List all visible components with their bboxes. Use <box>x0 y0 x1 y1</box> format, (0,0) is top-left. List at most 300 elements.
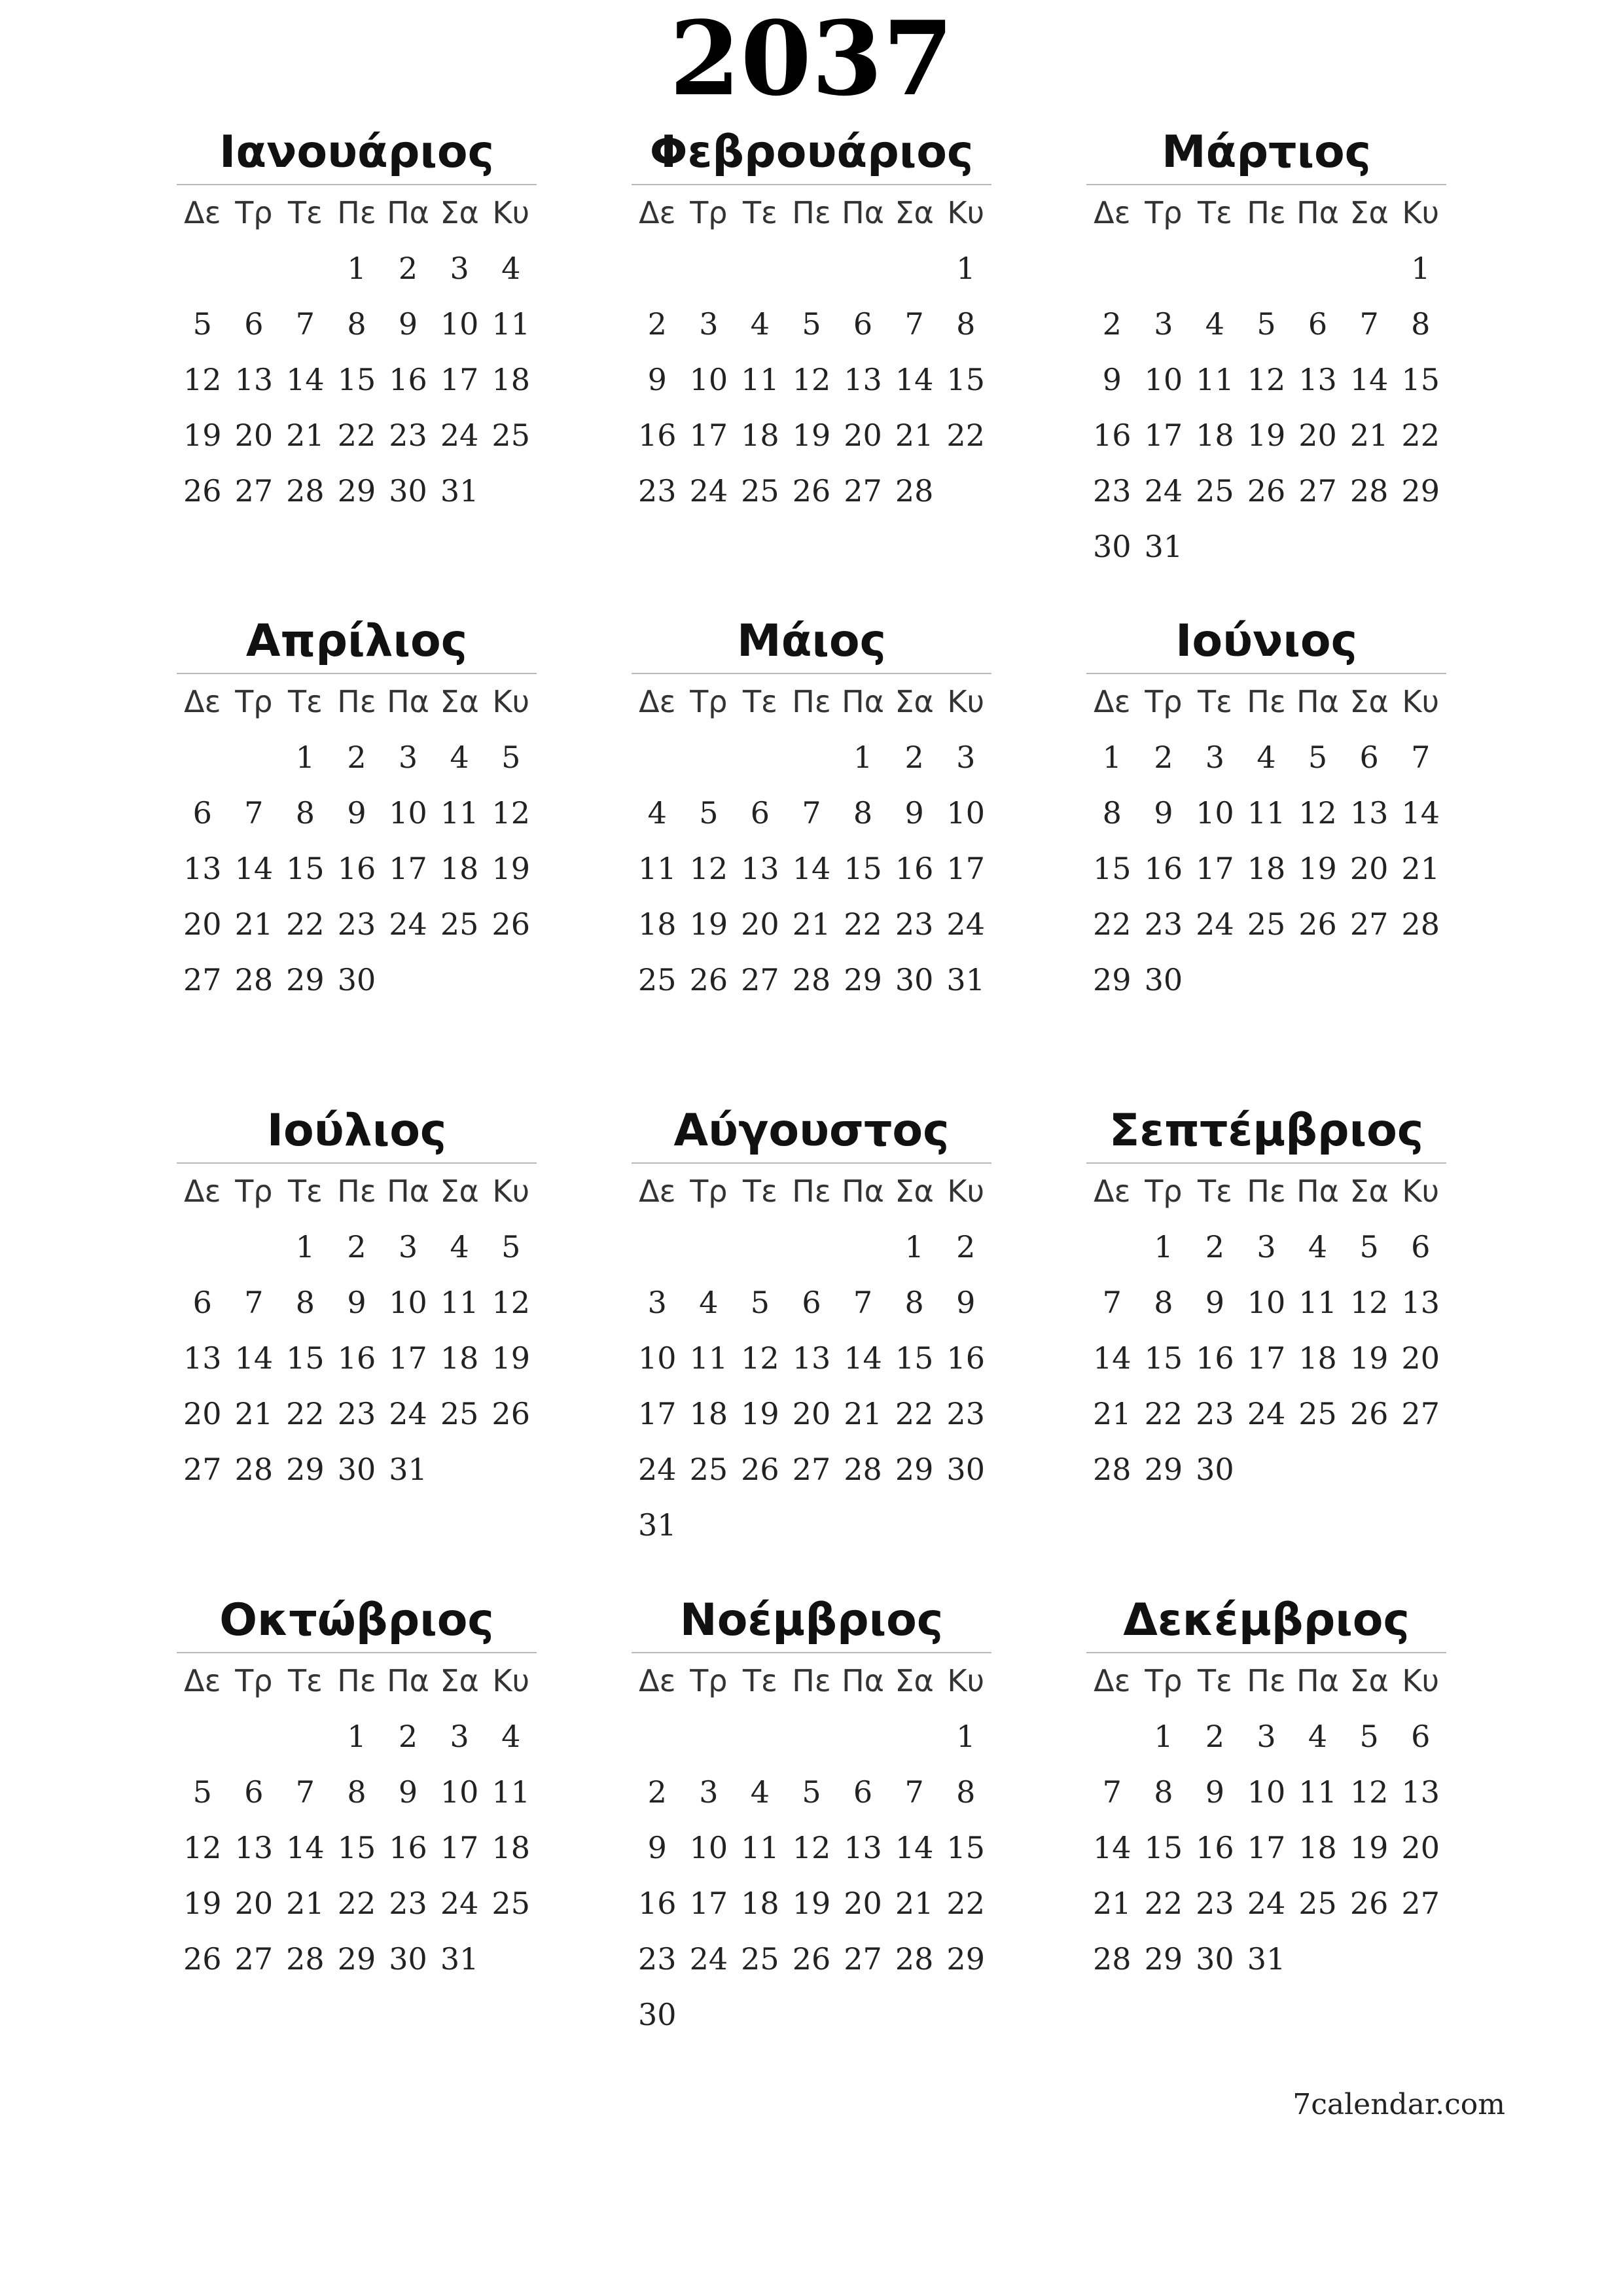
day-number: 5 <box>1308 740 1328 775</box>
day-number: 4 <box>647 795 667 831</box>
day-number: 3 <box>450 251 469 286</box>
day-number: 19 <box>1349 1340 1389 1376</box>
weekday-label: Πε <box>337 1174 376 1209</box>
day-number: 28 <box>1349 473 1389 509</box>
weekday-label: Σα <box>440 1174 479 1209</box>
day-number: 11 <box>491 306 530 342</box>
month-block <box>1086 1100 1446 1498</box>
day-number: 6 <box>1411 1229 1431 1265</box>
day-number: 19 <box>689 906 728 942</box>
day-number: 27 <box>1401 1396 1440 1431</box>
weekday-label: Κυ <box>1402 684 1440 719</box>
weekday-header <box>632 674 991 730</box>
empty-cell <box>279 1709 331 1765</box>
month-block <box>177 1100 537 1498</box>
day-number: 16 <box>1093 418 1132 453</box>
month-name: Αύγουστος <box>632 1100 991 1164</box>
day-number: 31 <box>638 1507 677 1543</box>
day-number: 16 <box>638 418 677 453</box>
weekday-header <box>632 1164 991 1219</box>
weekday-label: Τρ <box>690 195 728 230</box>
month-block <box>632 1589 991 2043</box>
day-number: 26 <box>491 906 530 942</box>
day-number: 20 <box>234 1886 274 1921</box>
day-number: 19 <box>792 1886 831 1921</box>
day-number: 12 <box>1349 1285 1389 1320</box>
day-number: 29 <box>286 1452 325 1487</box>
weekday-label: Τε <box>287 684 323 719</box>
day-number: 13 <box>1298 362 1337 397</box>
weekday-label: Πε <box>792 684 831 719</box>
day-number: 11 <box>741 1830 779 1865</box>
day-number: 8 <box>1411 306 1431 342</box>
day-number: 25 <box>689 1452 728 1487</box>
day-number: 23 <box>389 418 427 453</box>
day-number: 24 <box>389 1396 427 1431</box>
day-number: 18 <box>1298 1830 1337 1865</box>
day-number: 17 <box>946 851 985 886</box>
day-number: 1 <box>956 251 976 286</box>
weekday-label: Πα <box>842 1174 885 1209</box>
day-number: 16 <box>946 1340 985 1376</box>
day-number: 24 <box>440 418 479 453</box>
day-number: 5 <box>1359 1719 1379 1754</box>
day-number: 27 <box>183 962 222 997</box>
day-number: 13 <box>844 1830 882 1865</box>
day-number: 22 <box>946 418 985 453</box>
day-number: 19 <box>491 851 530 886</box>
empty-cell <box>734 1709 786 1765</box>
day-number: 14 <box>234 851 274 886</box>
day-number: 23 <box>1196 1886 1234 1921</box>
weekday-label: Τρ <box>235 684 273 719</box>
day-number: 13 <box>234 362 274 397</box>
day-number: 5 <box>501 740 521 775</box>
footer-credit: 7calendar.com <box>1293 2088 1505 2121</box>
empty-cell <box>786 1219 838 1275</box>
day-number: 5 <box>1257 306 1276 342</box>
day-number: 10 <box>689 362 728 397</box>
weekday-label: Τε <box>287 195 323 230</box>
empty-cell <box>632 1219 683 1275</box>
day-number: 18 <box>491 362 530 397</box>
day-number: 20 <box>844 418 882 453</box>
day-number: 19 <box>1298 851 1337 886</box>
day-number: 15 <box>286 1340 325 1376</box>
day-number: 20 <box>234 418 274 453</box>
day-number: 24 <box>689 473 728 509</box>
day-number: 28 <box>1093 1452 1132 1487</box>
day-number: 29 <box>946 1941 985 1977</box>
day-number: 5 <box>802 1774 821 1810</box>
day-number: 6 <box>853 306 873 342</box>
day-number: 4 <box>699 1285 719 1320</box>
day-number: 2 <box>347 1229 366 1265</box>
empty-cell <box>228 730 280 785</box>
weekday-label: Τε <box>1197 195 1232 230</box>
day-number: 13 <box>844 362 882 397</box>
day-number: 5 <box>802 306 821 342</box>
weekday-label: Σα <box>895 1174 934 1209</box>
day-number: 9 <box>904 795 924 831</box>
day-number: 4 <box>450 740 469 775</box>
day-number: 25 <box>1298 1396 1337 1431</box>
month-block <box>1086 1589 1446 1987</box>
day-number: 9 <box>1205 1285 1225 1320</box>
day-number: 13 <box>183 1340 222 1376</box>
day-number: 1 <box>295 1229 315 1265</box>
day-number: 11 <box>491 1774 530 1810</box>
day-number: 21 <box>1093 1886 1132 1921</box>
day-number: 17 <box>1247 1340 1286 1376</box>
day-number: 17 <box>689 1886 728 1921</box>
empty-cell <box>177 241 228 296</box>
day-number: 22 <box>946 1886 985 1921</box>
day-number: 9 <box>1154 795 1173 831</box>
day-number: 3 <box>1154 306 1173 342</box>
month-block <box>632 121 991 519</box>
weekday-header <box>177 1653 537 1709</box>
day-number: 26 <box>792 1941 831 1977</box>
weekday-label: Πε <box>792 195 831 230</box>
empty-cell <box>1086 241 1138 296</box>
day-number: 6 <box>244 306 264 342</box>
day-number: 11 <box>440 795 479 831</box>
day-number: 15 <box>946 362 985 397</box>
day-number: 3 <box>1205 740 1225 775</box>
day-number: 20 <box>844 1886 882 1921</box>
day-number: 14 <box>234 1340 274 1376</box>
weekday-label: Σα <box>440 1663 479 1698</box>
day-number: 20 <box>183 1396 222 1431</box>
day-number: 31 <box>1247 1941 1286 1977</box>
day-number: 20 <box>1401 1830 1440 1865</box>
day-number: 29 <box>1401 473 1440 509</box>
day-number: 30 <box>895 962 934 997</box>
empty-cell <box>279 241 331 296</box>
day-number: 23 <box>638 473 677 509</box>
empty-cell <box>1086 1219 1138 1275</box>
day-number: 25 <box>1247 906 1286 942</box>
day-number: 21 <box>895 1886 934 1921</box>
weekday-label: Κυ <box>1402 195 1440 230</box>
empty-cell <box>632 241 683 296</box>
empty-cell <box>786 1709 838 1765</box>
day-number: 14 <box>895 362 934 397</box>
month-block <box>177 610 537 1008</box>
day-number: 3 <box>398 1229 418 1265</box>
day-number: 2 <box>647 1774 667 1810</box>
weekday-label: Πα <box>842 684 885 719</box>
day-number: 6 <box>1308 306 1328 342</box>
day-number: 27 <box>234 1941 274 1977</box>
day-number: 1 <box>1102 740 1122 775</box>
empty-cell <box>1189 241 1241 296</box>
empty-cell <box>683 1219 735 1275</box>
day-number: 24 <box>946 906 985 942</box>
weekday-label: Τε <box>742 1174 777 1209</box>
day-number: 30 <box>389 1941 427 1977</box>
day-number: 8 <box>295 795 315 831</box>
day-number: 22 <box>1144 1396 1183 1431</box>
day-number: 21 <box>1093 1396 1132 1431</box>
day-number: 15 <box>1401 362 1440 397</box>
day-number: 30 <box>1196 1941 1234 1977</box>
day-number: 10 <box>440 1774 479 1810</box>
weekday-label: Κυ <box>947 1174 985 1209</box>
empty-cell <box>1086 1709 1138 1765</box>
weekday-label: Τρ <box>1145 1663 1183 1698</box>
day-number: 9 <box>647 1830 667 1865</box>
day-number: 14 <box>792 851 831 886</box>
day-number: 1 <box>295 740 315 775</box>
day-number: 15 <box>286 851 325 886</box>
month-name: Σεπτέμβριος <box>1086 1100 1446 1164</box>
day-number: 16 <box>389 362 427 397</box>
day-grid <box>1086 241 1446 575</box>
empty-cell <box>837 1709 889 1765</box>
day-number: 12 <box>491 795 530 831</box>
day-number: 15 <box>337 1830 376 1865</box>
empty-cell <box>1344 241 1395 296</box>
day-number: 28 <box>234 1452 274 1487</box>
day-number: 18 <box>1196 418 1234 453</box>
day-number: 20 <box>1401 1340 1440 1376</box>
day-number: 7 <box>295 306 315 342</box>
day-number: 23 <box>389 1886 427 1921</box>
day-number: 2 <box>1154 740 1173 775</box>
day-number: 25 <box>741 473 779 509</box>
day-number: 21 <box>1401 851 1440 886</box>
month-name: Φεβρουάριος <box>632 121 991 185</box>
day-number: 25 <box>440 1396 479 1431</box>
day-number: 25 <box>440 906 479 942</box>
day-number: 16 <box>337 851 376 886</box>
weekday-label: Πα <box>387 1663 430 1698</box>
day-number: 4 <box>1257 740 1276 775</box>
day-number: 1 <box>1411 251 1431 286</box>
day-number: 18 <box>1298 1340 1337 1376</box>
day-number: 24 <box>440 1886 479 1921</box>
day-number: 15 <box>1144 1830 1183 1865</box>
empty-cell <box>683 730 735 785</box>
day-number: 26 <box>183 1941 222 1977</box>
day-grid <box>177 1709 537 1987</box>
day-number: 2 <box>1102 306 1122 342</box>
day-number: 14 <box>1349 362 1389 397</box>
day-number: 7 <box>295 1774 315 1810</box>
day-number: 13 <box>741 851 779 886</box>
day-number: 22 <box>1144 1886 1183 1921</box>
day-number: 1 <box>904 1229 924 1265</box>
day-number: 12 <box>689 851 728 886</box>
empty-cell <box>228 1219 280 1275</box>
day-number: 10 <box>1196 795 1234 831</box>
day-grid <box>632 1219 991 1553</box>
day-number: 4 <box>750 1774 770 1810</box>
month-block <box>632 610 991 1008</box>
day-number: 11 <box>689 1340 728 1376</box>
day-number: 30 <box>337 962 376 997</box>
day-number: 12 <box>1349 1774 1389 1810</box>
day-number: 24 <box>638 1452 677 1487</box>
day-number: 28 <box>792 962 831 997</box>
day-number: 27 <box>844 473 882 509</box>
day-number: 8 <box>295 1285 315 1320</box>
day-number: 9 <box>347 1285 366 1320</box>
weekday-label: Τρ <box>1145 195 1183 230</box>
day-number: 10 <box>946 795 985 831</box>
day-number: 23 <box>337 906 376 942</box>
day-number: 17 <box>1144 418 1183 453</box>
weekday-header <box>632 185 991 241</box>
day-number: 21 <box>844 1396 882 1431</box>
day-number: 19 <box>1247 418 1286 453</box>
day-number: 19 <box>183 418 222 453</box>
day-number: 23 <box>638 1941 677 1977</box>
month-name: Ιανουάριος <box>177 121 537 185</box>
day-number: 7 <box>904 306 924 342</box>
day-number: 17 <box>440 362 479 397</box>
day-number: 7 <box>1359 306 1379 342</box>
weekday-label: Σα <box>1349 195 1389 230</box>
empty-cell <box>734 1219 786 1275</box>
day-number: 20 <box>1298 418 1337 453</box>
weekday-label: Τε <box>742 684 777 719</box>
day-number: 17 <box>389 851 427 886</box>
day-number: 3 <box>1257 1229 1276 1265</box>
weekday-label: Δε <box>639 195 676 230</box>
day-number: 2 <box>1205 1719 1225 1754</box>
empty-cell <box>837 241 889 296</box>
weekday-label: Σα <box>895 1663 934 1698</box>
weekday-label: Δε <box>184 1663 221 1698</box>
day-number: 3 <box>450 1719 469 1754</box>
day-number: 7 <box>1102 1285 1122 1320</box>
weekday-label: Πε <box>792 1174 831 1209</box>
day-number: 8 <box>956 306 976 342</box>
day-number: 31 <box>389 1452 427 1487</box>
weekday-label: Κυ <box>492 195 530 230</box>
weekday-label: Πε <box>337 684 376 719</box>
weekday-label: Πα <box>387 195 430 230</box>
weekday-label: Κυ <box>492 1663 530 1698</box>
day-number: 5 <box>192 306 212 342</box>
day-number: 28 <box>1093 1941 1132 1977</box>
empty-cell <box>177 1219 228 1275</box>
day-number: 29 <box>286 962 325 997</box>
empty-cell <box>889 1709 940 1765</box>
day-number: 9 <box>347 795 366 831</box>
weekday-label: Δε <box>1094 684 1131 719</box>
weekday-header <box>177 1164 537 1219</box>
day-number: 8 <box>347 1774 366 1810</box>
day-number: 29 <box>1144 1941 1183 1977</box>
day-number: 1 <box>347 1719 366 1754</box>
weekday-label: Σα <box>895 684 934 719</box>
day-number: 29 <box>895 1452 934 1487</box>
day-number: 3 <box>956 740 976 775</box>
day-number: 17 <box>389 1340 427 1376</box>
month-block <box>632 1100 991 1553</box>
day-number: 26 <box>1349 1396 1389 1431</box>
day-number: 14 <box>1093 1830 1132 1865</box>
day-number: 11 <box>1298 1774 1337 1810</box>
day-number: 14 <box>286 1830 325 1865</box>
day-number: 18 <box>440 851 479 886</box>
month-name: Νοέμβριος <box>632 1589 991 1653</box>
empty-cell <box>734 730 786 785</box>
day-number: 18 <box>741 418 779 453</box>
weekday-label: Δε <box>1094 1663 1131 1698</box>
day-number: 1 <box>1154 1229 1173 1265</box>
weekday-header <box>1086 674 1446 730</box>
day-number: 26 <box>741 1452 779 1487</box>
day-number: 30 <box>1144 962 1183 997</box>
day-number: 31 <box>1144 529 1183 564</box>
weekday-header <box>1086 1164 1446 1219</box>
day-grid <box>177 1219 537 1498</box>
day-number: 7 <box>1102 1774 1122 1810</box>
day-number: 25 <box>1196 473 1234 509</box>
day-number: 21 <box>1349 418 1389 453</box>
weekday-label: Πα <box>1296 1174 1340 1209</box>
day-number: 29 <box>844 962 882 997</box>
weekday-label: Κυ <box>947 195 985 230</box>
day-number: 30 <box>638 1997 677 2032</box>
weekday-label: Πα <box>1296 684 1340 719</box>
day-number: 2 <box>347 740 366 775</box>
day-number: 8 <box>1154 1774 1173 1810</box>
month-name: Μάρτιος <box>1086 121 1446 185</box>
day-number: 17 <box>638 1396 677 1431</box>
day-number: 23 <box>1196 1396 1234 1431</box>
weekday-label: Πε <box>792 1663 831 1698</box>
empty-cell <box>837 1219 889 1275</box>
day-number: 30 <box>389 473 427 509</box>
day-number: 23 <box>946 1396 985 1431</box>
day-number: 15 <box>844 851 882 886</box>
day-number: 21 <box>234 1396 274 1431</box>
day-number: 20 <box>741 906 779 942</box>
day-number: 9 <box>398 306 418 342</box>
day-number: 7 <box>244 1285 264 1320</box>
day-number: 15 <box>1144 1340 1183 1376</box>
day-number: 29 <box>1093 962 1132 997</box>
day-number: 23 <box>895 906 934 942</box>
day-number: 4 <box>1308 1719 1328 1754</box>
day-number: 13 <box>792 1340 831 1376</box>
day-number: 18 <box>440 1340 479 1376</box>
weekday-label: Τρ <box>1145 1174 1183 1209</box>
day-number: 10 <box>1247 1774 1286 1810</box>
day-number: 2 <box>647 306 667 342</box>
day-number: 15 <box>1093 851 1132 886</box>
day-number: 1 <box>853 740 873 775</box>
day-number: 31 <box>946 962 985 997</box>
day-number: 16 <box>1196 1830 1234 1865</box>
day-number: 7 <box>1411 740 1431 775</box>
weekday-label: Πε <box>337 195 376 230</box>
day-number: 30 <box>1093 529 1132 564</box>
empty-cell <box>1292 241 1344 296</box>
day-number: 12 <box>1298 795 1337 831</box>
day-number: 22 <box>895 1396 934 1431</box>
day-number: 7 <box>802 795 821 831</box>
day-number: 15 <box>895 1340 934 1376</box>
day-number: 27 <box>792 1452 831 1487</box>
day-number: 11 <box>1298 1285 1337 1320</box>
